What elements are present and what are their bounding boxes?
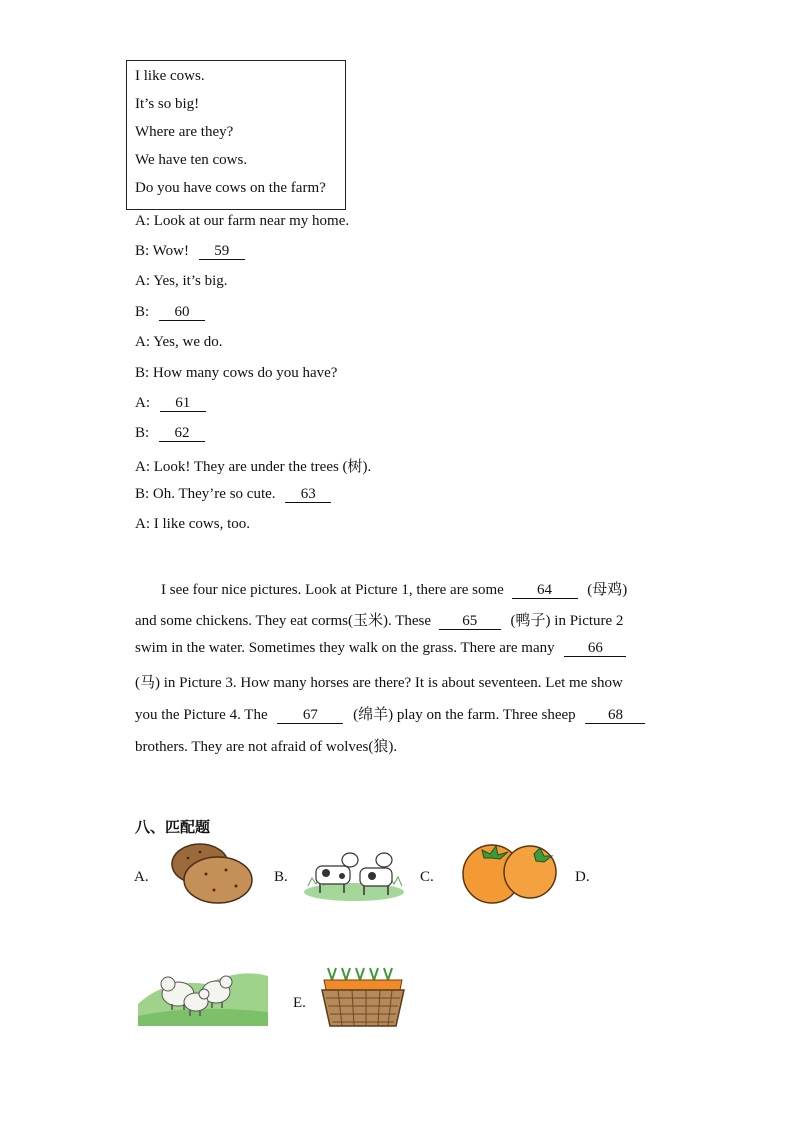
potatoes-icon: [166, 840, 256, 906]
dialogue-text: A: Yes, we do.: [135, 334, 223, 350]
dialogue-line: [135, 334, 223, 351]
picture-letter-c: C.: [420, 869, 434, 885]
passage-line: [135, 640, 685, 657]
answer-blank[interactable]: 62: [159, 426, 205, 442]
carrot-basket-icon: [318, 964, 408, 1030]
answer-blank[interactable]: 68: [585, 708, 645, 724]
picture-letter-b: B.: [274, 869, 288, 885]
passage-text: and some chickens. They eat corms(玉米). These: [135, 613, 432, 629]
passage-line: [135, 703, 685, 724]
passage-text: (马) in Picture 3. How many horses are there? It is about seventeen. Let me show: [135, 675, 623, 691]
passage-text: I see four nice pictures. Look at Picture 1, there are some: [161, 582, 504, 598]
dialogue-text: B: Oh. They’re so cute.: [135, 486, 276, 502]
tomatoes-icon: [458, 842, 560, 904]
option-2: It’s so big!: [135, 96, 200, 112]
passage-text: (鸭子) in Picture 2: [510, 613, 624, 629]
passage-text: (母鸡): [587, 582, 628, 598]
dialogue-text: A: I like cows, too.: [135, 516, 250, 532]
dialogue-line: [135, 273, 228, 290]
passage-line: [135, 671, 685, 692]
dialogue-line: [135, 455, 371, 476]
option-1: I like cows.: [135, 68, 205, 84]
dialogue-text: B: Wow!: [135, 243, 189, 259]
answer-blank[interactable]: 66: [564, 641, 626, 657]
passage-line: [135, 609, 685, 630]
picture-letter-a: A.: [134, 869, 149, 885]
option-5: Do you have cows on the farm?: [135, 180, 326, 196]
dialogue-text: B: How many cows do you have?: [135, 365, 338, 381]
answer-blank[interactable]: 64: [512, 583, 578, 599]
picture-letter-e: E.: [293, 995, 306, 1011]
dialogue-line: [135, 304, 205, 321]
dialogue-line: [135, 243, 245, 260]
cows-icon: [302, 846, 406, 902]
picture-letter-d: D.: [575, 869, 590, 885]
section-heading: 八、匹配题: [135, 818, 211, 836]
dialogue-line: [135, 395, 206, 412]
dialogue-line: [135, 365, 337, 382]
option-4: We have ten cows.: [135, 152, 248, 168]
passage-text: (绵羊) play on the farm. Three sheep: [353, 707, 576, 723]
passage-text: brothers. They are not afraid of wolves(狼).: [135, 739, 398, 755]
dialogue-line: [135, 425, 205, 442]
answer-blank[interactable]: 63: [285, 487, 331, 503]
answer-blank[interactable]: 67: [277, 708, 343, 724]
answer-blank[interactable]: 59: [199, 244, 245, 260]
answer-blank[interactable]: 65: [439, 614, 501, 630]
answer-blank[interactable]: 61: [160, 396, 206, 412]
options-box: [126, 60, 346, 210]
dialogue-text: A: Look at our farm near my home.: [135, 213, 350, 229]
dialogue-line: [135, 516, 250, 533]
passage-line: [135, 735, 685, 756]
passage-text: swim in the water. Sometimes they walk on the grass. There are many: [135, 640, 555, 656]
dialogue-text: B:: [135, 304, 150, 320]
dialogue-line: [135, 486, 331, 503]
dialogue-text: A: Look! They are under the trees (树).: [135, 459, 372, 475]
dialogue-text: A: Yes, it’s big.: [135, 273, 228, 289]
option-3: Where are they?: [135, 124, 234, 140]
sheep-icon: [136, 964, 270, 1030]
passage-line: [161, 578, 685, 599]
dialogue-text: B:: [135, 425, 150, 441]
dialogue-line: [135, 213, 349, 230]
dialogue-text: A:: [135, 395, 150, 411]
answer-blank[interactable]: 60: [159, 305, 205, 321]
passage-text: you the Picture 4. The: [135, 707, 268, 723]
